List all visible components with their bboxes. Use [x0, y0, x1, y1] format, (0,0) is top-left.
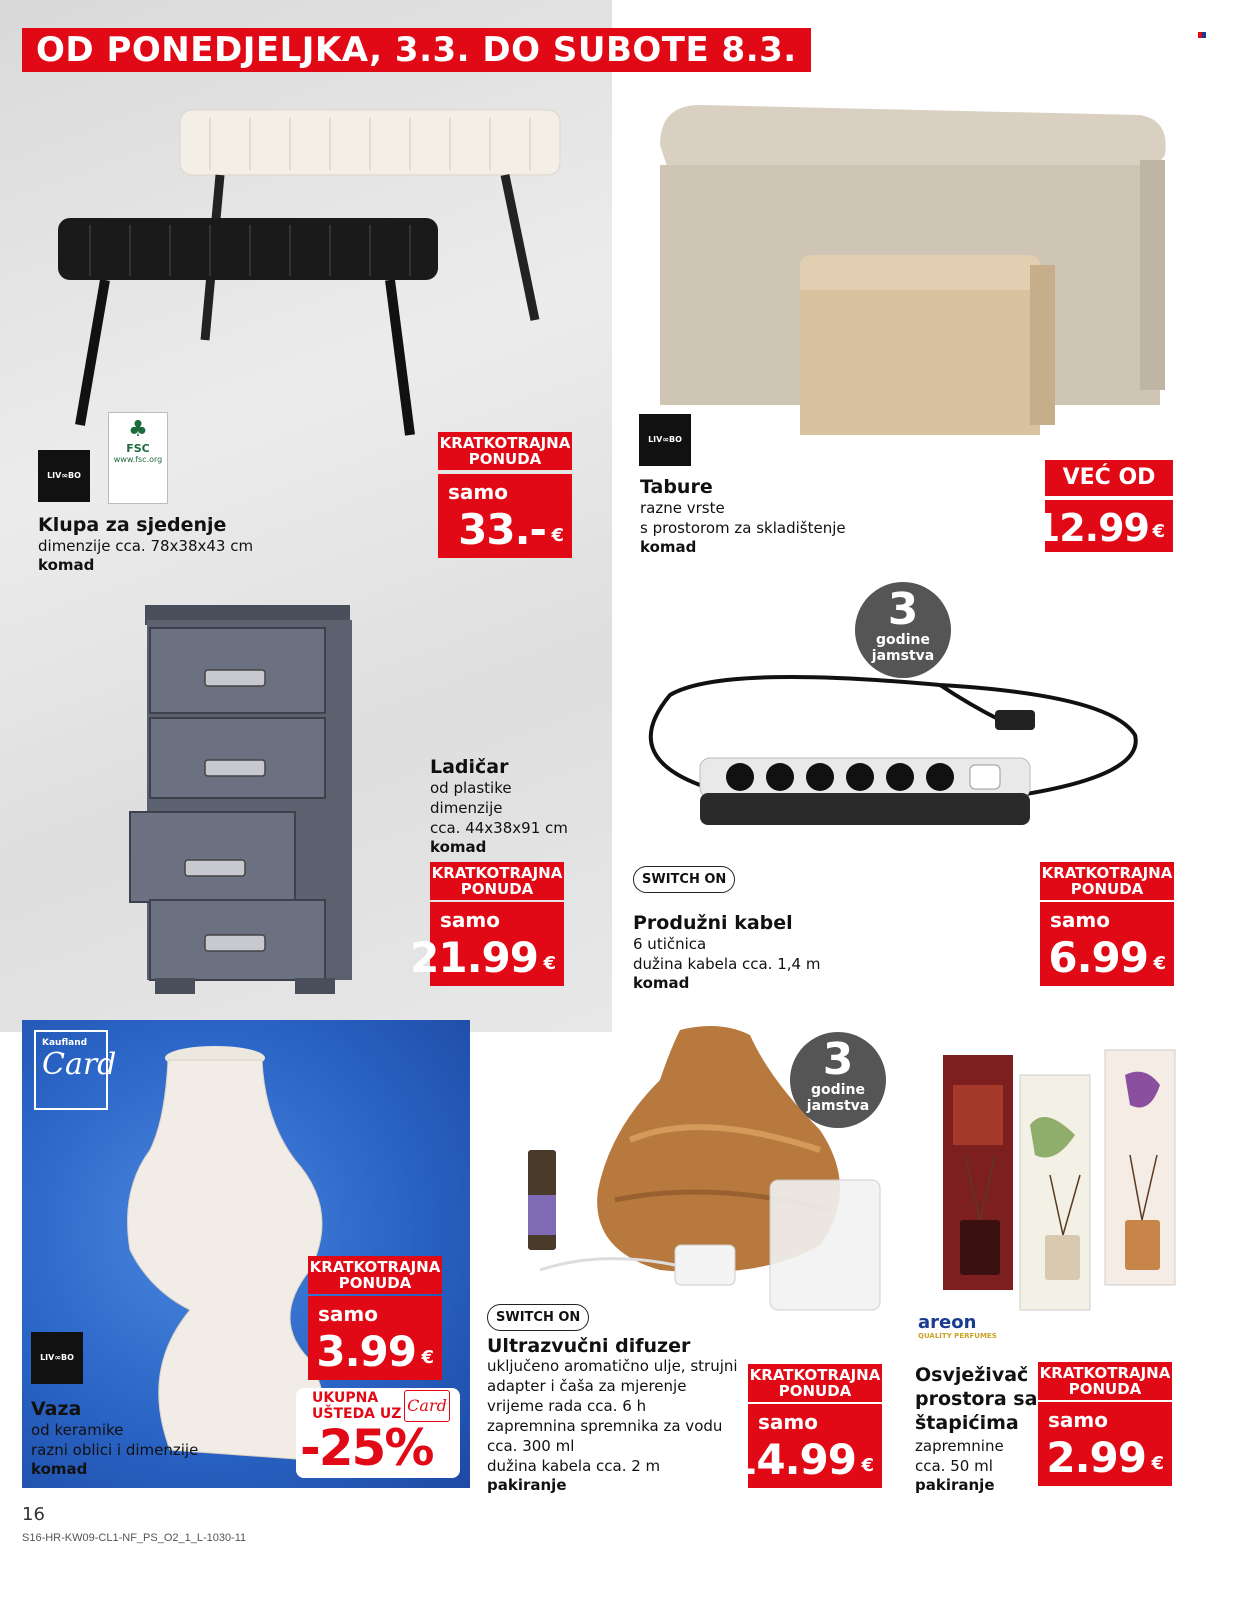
bench-price-box: [438, 474, 572, 558]
diffuser-desc6: dužina kabela cca. 2 m: [487, 1457, 661, 1475]
extension-price-box: [1040, 902, 1174, 986]
freshener-currency: €: [1151, 1453, 1164, 1474]
freshener-samo: samo: [1048, 1408, 1108, 1432]
fsc-logo: [108, 412, 168, 504]
ottoman-unit: komad: [640, 538, 697, 556]
fsc-url: www.fsc.org: [113, 455, 163, 464]
diffuser-currency: €: [861, 1455, 874, 1476]
bench-price: 33.-: [458, 505, 546, 554]
livarno-logo: LIV∞BO: [38, 450, 90, 502]
footer-code: S16-HR-KW09-CL1-NF_PS_O2_1_L-1030-11: [22, 1532, 247, 1544]
bench-desc: dimenzije cca. 78x38x43 cm: [38, 537, 254, 555]
drawers-price-box: [410, 902, 564, 986]
livarno-logo: LIV∞BO: [639, 414, 691, 466]
bench-currency: €: [551, 525, 564, 546]
extension-price: 6.99: [1048, 933, 1148, 982]
vase-desc2: razni oblici i dimenzije: [31, 1441, 199, 1459]
diffuser-unit: pakiranje: [487, 1476, 567, 1494]
ottoman-image: [640, 95, 1180, 440]
bench-image: [50, 100, 580, 450]
freshener-promo-text: KRATKOTRAJNA PONUDA: [1039, 1364, 1171, 1398]
vase-promo-label: [308, 1256, 442, 1294]
areon-brand: areon: [918, 1312, 977, 1333]
diffuser-title: Ultrazvučni difuzer: [487, 1335, 691, 1357]
bench-unit: komad: [38, 556, 95, 574]
savings-line2: UŠTEDA UZ: [312, 1406, 402, 1422]
extension-promo-text: KRATKOTRAJNA PONUDA: [1041, 864, 1173, 898]
freshener-unit: pakiranje: [915, 1476, 995, 1494]
extension-desc2: dužina kabela cca. 1,4 m: [633, 955, 821, 973]
kaufland-card-logo: [34, 1030, 117, 1110]
fsc-label: FSC: [126, 442, 150, 455]
drawers-desc2: dimenzije: [430, 799, 503, 817]
tree-icon: ♣: [128, 417, 148, 442]
drawers-promo-text: KRATKOTRAJNA PONUDA: [431, 864, 563, 898]
switchon-logo: SWITCH ON: [487, 1304, 589, 1331]
diffuser-desc1: uključeno aromatično ulje, strujni: [487, 1357, 738, 1375]
page-number: 16: [22, 1504, 45, 1525]
drawers-desc3: cca. 44x38x91 cm: [430, 819, 568, 837]
warranty-text: godine: [876, 632, 930, 648]
switchon-logo: SWITCH ON: [633, 866, 735, 893]
warranty-text: godine: [811, 1082, 865, 1098]
warranty-number: 3: [887, 584, 919, 635]
vase-desc1: od keramike: [31, 1421, 124, 1439]
extension-desc1: 6 utičnica: [633, 935, 707, 953]
bench-samo: samo: [448, 480, 508, 504]
hr-flag-icon: [1198, 32, 1206, 38]
drawers-promo-label: [430, 862, 564, 900]
diffuser-price: 14.99: [728, 1435, 856, 1484]
diffuser-promo-label: [748, 1364, 882, 1402]
bench-title: Klupa za sjedenje: [38, 514, 227, 536]
savings-line1: UKUPNA: [312, 1390, 379, 1406]
freshener-price: 2.99: [1046, 1433, 1146, 1482]
freshener-title2: prostora sa: [915, 1388, 1038, 1410]
card-mini-icon: Card: [404, 1390, 450, 1422]
drawers-unit: komad: [430, 838, 487, 856]
extension-title: Produžni kabel: [633, 912, 793, 934]
vase-title: Vaza: [31, 1398, 82, 1420]
date-banner: OD PONEDJELJKA, 3.3. DO SUBOTE 8.3.: [22, 28, 811, 72]
diffuser-price-box: [728, 1404, 882, 1488]
warranty-text: jamstva: [806, 1098, 870, 1114]
diffuser-image: [520, 1020, 900, 1320]
extension-cord-image: [640, 665, 1150, 835]
ottoman-price-box: [1033, 500, 1173, 552]
freshener-desc2: cca. 50 ml: [915, 1457, 993, 1475]
ottoman-title: Tabure: [640, 476, 713, 498]
bench-promo-text: KRATKOTRAJNA PONUDA: [439, 434, 571, 468]
vase-currency: €: [421, 1347, 434, 1368]
extension-currency: €: [1153, 953, 1166, 974]
diffuser-desc2: adapter i čaša za mjerenje: [487, 1377, 687, 1395]
drawers-currency: €: [543, 953, 556, 974]
diffuser-desc5: cca. 300 ml: [487, 1437, 575, 1455]
drawers-image: [125, 600, 365, 1000]
freshener-price-box: [1038, 1402, 1172, 1486]
warranty-number: 3: [822, 1034, 854, 1085]
freshener-title3: štapićima: [915, 1412, 1019, 1434]
areon-logo: [918, 1314, 997, 1341]
freshener-desc1: zapremnine: [915, 1437, 1004, 1455]
diffuser-promo-text: KRATKOTRAJNA PONUDA: [749, 1366, 881, 1400]
extension-samo: samo: [1050, 908, 1110, 932]
vase-samo: samo: [318, 1302, 378, 1326]
warranty-text: jamstva: [871, 648, 935, 664]
warranty-badge: [855, 582, 951, 678]
vase-price-box: [308, 1296, 442, 1380]
ottoman-price: 12.99: [1033, 506, 1149, 550]
extension-promo-label: [1040, 862, 1174, 900]
ottoman-desc1: razne vrste: [640, 499, 725, 517]
savings-label: [312, 1390, 401, 1422]
ottoman-desc2: s prostorom za skladištenje: [640, 519, 846, 537]
ottoman-currency: €: [1152, 521, 1165, 542]
ottoman-promo: VEĆ OD: [1045, 460, 1173, 496]
savings-percent: -25%: [300, 1419, 433, 1477]
drawers-desc1: od plastike: [430, 779, 512, 797]
diffuser-samo: samo: [758, 1410, 818, 1434]
bench-promo-label: [438, 432, 572, 470]
drawers-samo: samo: [440, 908, 500, 932]
card-savings-badge: [296, 1388, 460, 1478]
card-big-text: Card: [42, 1047, 117, 1082]
areon-sub: QUALITY PERFUMES: [918, 1332, 997, 1340]
drawers-price: 21.99: [410, 933, 538, 982]
freshener-promo-label: [1038, 1362, 1172, 1400]
vase-promo-text: KRATKOTRAJNA PONUDA: [309, 1258, 441, 1292]
extension-unit: komad: [633, 974, 690, 992]
card-small-text: Kaufland: [42, 1038, 88, 1048]
freshener-image: [935, 1045, 1180, 1315]
vase-unit: komad: [31, 1460, 88, 1478]
vase-price: 3.99: [316, 1327, 416, 1376]
drawers-title: Ladičar: [430, 756, 509, 778]
diffuser-desc3: vrijeme rada cca. 6 h: [487, 1397, 647, 1415]
livarno-logo: LIV∞BO: [31, 1332, 83, 1384]
freshener-title1: Osvježivač: [915, 1364, 1029, 1386]
diffuser-desc4: zapremnina spremnika za vodu: [487, 1417, 723, 1435]
